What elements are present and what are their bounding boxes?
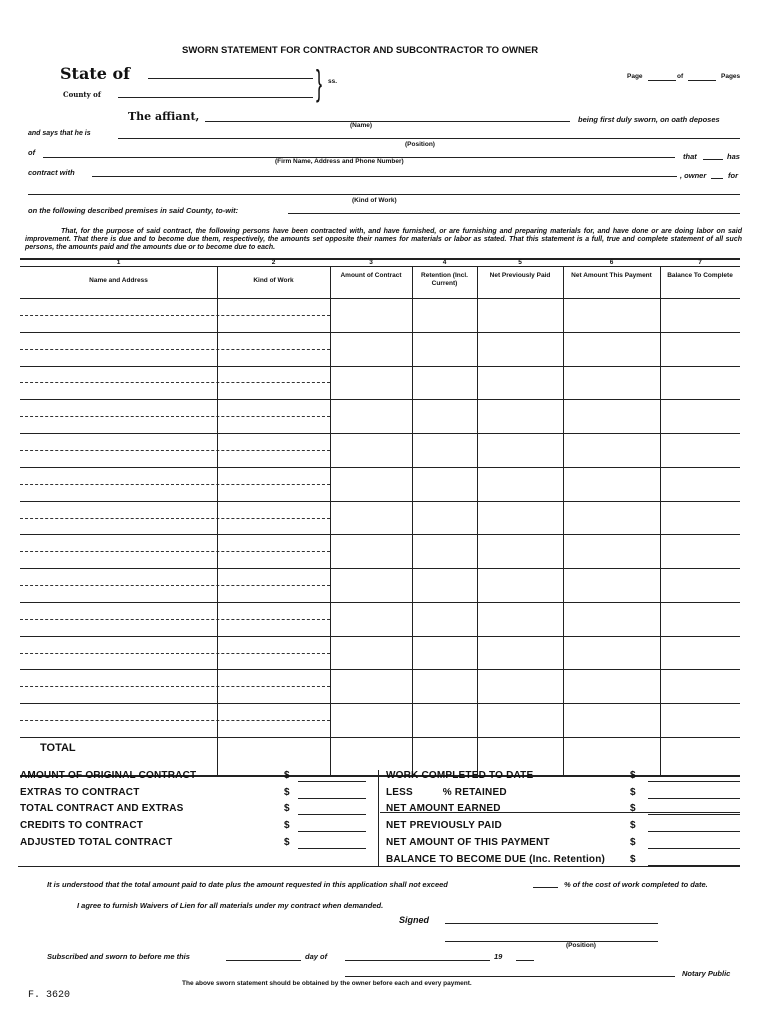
signed-label: Signed <box>399 915 430 925</box>
table-row-divider <box>20 349 330 350</box>
year-prefix: 19 <box>494 952 503 961</box>
table-row[interactable] <box>20 703 740 704</box>
state-of-label: State of <box>60 64 131 83</box>
table-row[interactable] <box>20 669 740 670</box>
brace: } <box>316 62 323 103</box>
ss-label: ss. <box>328 78 338 85</box>
page-label: Page <box>627 73 643 80</box>
column-divider <box>477 266 478 775</box>
year-field[interactable] <box>516 960 534 961</box>
affiant-label: The affiant, <box>128 110 200 123</box>
that-text: that <box>683 152 697 161</box>
table-row[interactable] <box>20 534 740 535</box>
understood-text: It is understood that the total amount paid to date plus the amount requested in this application shall not exceed <box>47 880 448 889</box>
column-header: Net Previously Paid <box>489 272 551 279</box>
currency-sign: $ <box>630 836 636 848</box>
currency-sign: $ <box>630 853 636 865</box>
kind-caption: (Kind of Work) <box>352 197 397 204</box>
table-row[interactable] <box>20 399 740 400</box>
kind-of-work-field[interactable] <box>28 194 740 195</box>
summary-label: NET AMOUNT EARNED <box>386 803 501 815</box>
column-number: 4 <box>442 259 447 266</box>
column-number: 1 <box>116 259 121 266</box>
owner-field[interactable] <box>711 178 723 179</box>
column-header: Amount of Contract <box>340 272 402 279</box>
amount-field[interactable] <box>648 848 740 849</box>
page-title: SWORN STATEMENT FOR CONTRACTOR AND SUBCONTRACTOR TO OWNER <box>182 45 539 56</box>
table-row-divider <box>20 518 330 519</box>
column-divider <box>217 266 218 775</box>
footer-note: The above sworn statement should be obtained by the owner before each and every payment. <box>182 980 472 987</box>
amount-field[interactable] <box>648 781 740 782</box>
currency-sign: $ <box>630 786 636 798</box>
table-row-divider <box>20 686 330 687</box>
name-caption: (Name) <box>350 122 373 129</box>
summary-label: LESS % RETAINED <box>386 786 507 798</box>
column-header: Balance To Complete <box>667 272 733 279</box>
table-row[interactable] <box>20 332 740 333</box>
percent-field[interactable] <box>533 887 558 888</box>
amount-field[interactable] <box>648 831 740 832</box>
table-row[interactable] <box>20 737 740 738</box>
summary-label: WORK COMPLETED TO DATE <box>386 770 534 781</box>
table-row-divider <box>20 619 330 620</box>
column-header: Retention (Incl. Current) <box>421 272 468 287</box>
total-label: TOTAL <box>40 742 76 754</box>
table-row[interactable] <box>20 467 740 468</box>
amount-field[interactable] <box>648 814 740 815</box>
contract-with-text: contract with <box>28 168 75 177</box>
for-text: for <box>728 171 738 180</box>
has-text: has <box>727 152 740 161</box>
table-row[interactable] <box>20 501 740 502</box>
column-number: 6 <box>609 259 614 266</box>
notary-signature-field[interactable] <box>345 976 675 977</box>
amount-field[interactable] <box>298 848 366 849</box>
currency-sign: $ <box>630 820 636 832</box>
column-number: 2 <box>271 259 276 266</box>
premises-field[interactable] <box>288 213 740 214</box>
column-header: Net Amount This Payment <box>571 272 652 279</box>
position-caption: (Position) <box>405 141 435 148</box>
month-field[interactable] <box>345 960 490 961</box>
statement-paragraph: That, for the purpose of said contract, the following persons have been contracted with, and have furnished, or are furnishing and preparing materials for, and have done or are doing labor on said improvement. That there is due and to become due them, respectively, the amounts set opposite their names for materials or labor as stated. That this statement is a full, true and complete statement of all such persons, the amounts paid and the amounts due or to become due to each. <box>25 228 742 251</box>
of-text: of <box>28 148 36 157</box>
page-total-field[interactable] <box>688 80 716 81</box>
table-row[interactable] <box>20 366 740 367</box>
table-row-divider <box>20 416 330 417</box>
currency-sign: $ <box>630 803 636 815</box>
county-of-label: County of <box>63 90 101 99</box>
summary-label: BALANCE TO BECOME DUE (Inc. Retention) <box>386 853 606 865</box>
net-earned-rule <box>380 812 740 813</box>
county-field[interactable] <box>118 97 313 98</box>
table-row[interactable] <box>20 602 740 603</box>
currency-sign: $ <box>284 836 290 848</box>
signature-field[interactable] <box>445 923 658 924</box>
day-of-text: day of <box>305 952 328 961</box>
column-number: 5 <box>518 259 522 266</box>
state-field[interactable] <box>148 78 313 79</box>
summary-label: AMOUNT OF ORIGINAL CONTRACT <box>20 770 197 781</box>
currency-sign: $ <box>284 803 290 815</box>
amount-field[interactable] <box>298 831 366 832</box>
summary-label: CREDITS TO CONTRACT <box>20 820 144 832</box>
header-bottom-rule <box>20 298 740 299</box>
column-number: 3 <box>369 259 373 266</box>
amount-field[interactable] <box>298 798 366 799</box>
currency-sign: $ <box>630 770 636 781</box>
summary-bottom-rule <box>18 866 740 867</box>
currency-sign: $ <box>284 770 290 781</box>
column-number: 7 <box>698 259 702 266</box>
amount-field[interactable] <box>298 781 366 782</box>
table-row-divider <box>20 450 330 451</box>
table-row[interactable] <box>20 433 740 434</box>
column-header: Name and Address <box>89 277 148 284</box>
table-row-divider <box>20 315 330 316</box>
summary-label: EXTRAS TO CONTRACT <box>20 786 140 798</box>
understood-text-end: % of the cost of work completed to date. <box>564 880 708 889</box>
column-header: Kind of Work <box>253 277 294 284</box>
currency-sign: $ <box>284 786 290 798</box>
deposes-text: being first duly sworn, on oath deposes <box>578 115 720 124</box>
table-row-divider <box>20 585 330 586</box>
amount-field[interactable] <box>648 798 740 799</box>
subscribed-text: Subscribed and sworn to before me this <box>47 952 190 961</box>
table-row[interactable] <box>20 568 740 569</box>
summary-label: ADJUSTED TOTAL CONTRACT <box>20 836 173 848</box>
position-field[interactable] <box>118 138 740 139</box>
name-field[interactable] <box>205 121 570 122</box>
waivers-text: I agree to furnish Waivers of Lien for all materials under my contract when demanded. <box>77 901 384 910</box>
column-divider <box>563 266 564 775</box>
has-field[interactable] <box>703 159 723 160</box>
day-field[interactable] <box>226 960 301 961</box>
column-divider <box>412 266 413 775</box>
owner-text: , owner <box>680 171 707 180</box>
summary-label: NET AMOUNT OF THIS PAYMENT <box>386 836 550 848</box>
table-row-divider <box>20 551 330 552</box>
form-number: F. 3620 <box>28 990 71 1001</box>
contract-with-field[interactable] <box>92 176 677 177</box>
table-row-divider <box>20 382 330 383</box>
position-caption-signer: (Position) <box>566 942 596 949</box>
notary-label: Notary Public <box>682 969 731 978</box>
of-label: of <box>677 73 684 80</box>
summary-divider <box>378 770 379 866</box>
table-row[interactable] <box>20 636 740 637</box>
amount-field[interactable] <box>298 814 366 815</box>
table-row-divider <box>20 653 330 654</box>
summary-label: TOTAL CONTRACT AND EXTRAS <box>20 803 184 815</box>
says-text: and says that he is <box>28 130 91 137</box>
firm-caption: (Firm Name, Address and Phone Number) <box>275 158 404 165</box>
premises-text: on the following described premises in said County, to-wit: <box>28 206 239 215</box>
pages-label: Pages <box>721 73 741 80</box>
table-row-divider <box>20 484 330 485</box>
page-number-field[interactable] <box>648 80 676 81</box>
signer-position-field[interactable] <box>445 941 658 942</box>
table-row-divider <box>20 720 330 721</box>
column-divider <box>330 266 331 775</box>
column-divider <box>660 266 661 775</box>
currency-sign: $ <box>284 820 290 832</box>
summary-label: NET PREVIOUSLY PAID <box>386 820 502 832</box>
